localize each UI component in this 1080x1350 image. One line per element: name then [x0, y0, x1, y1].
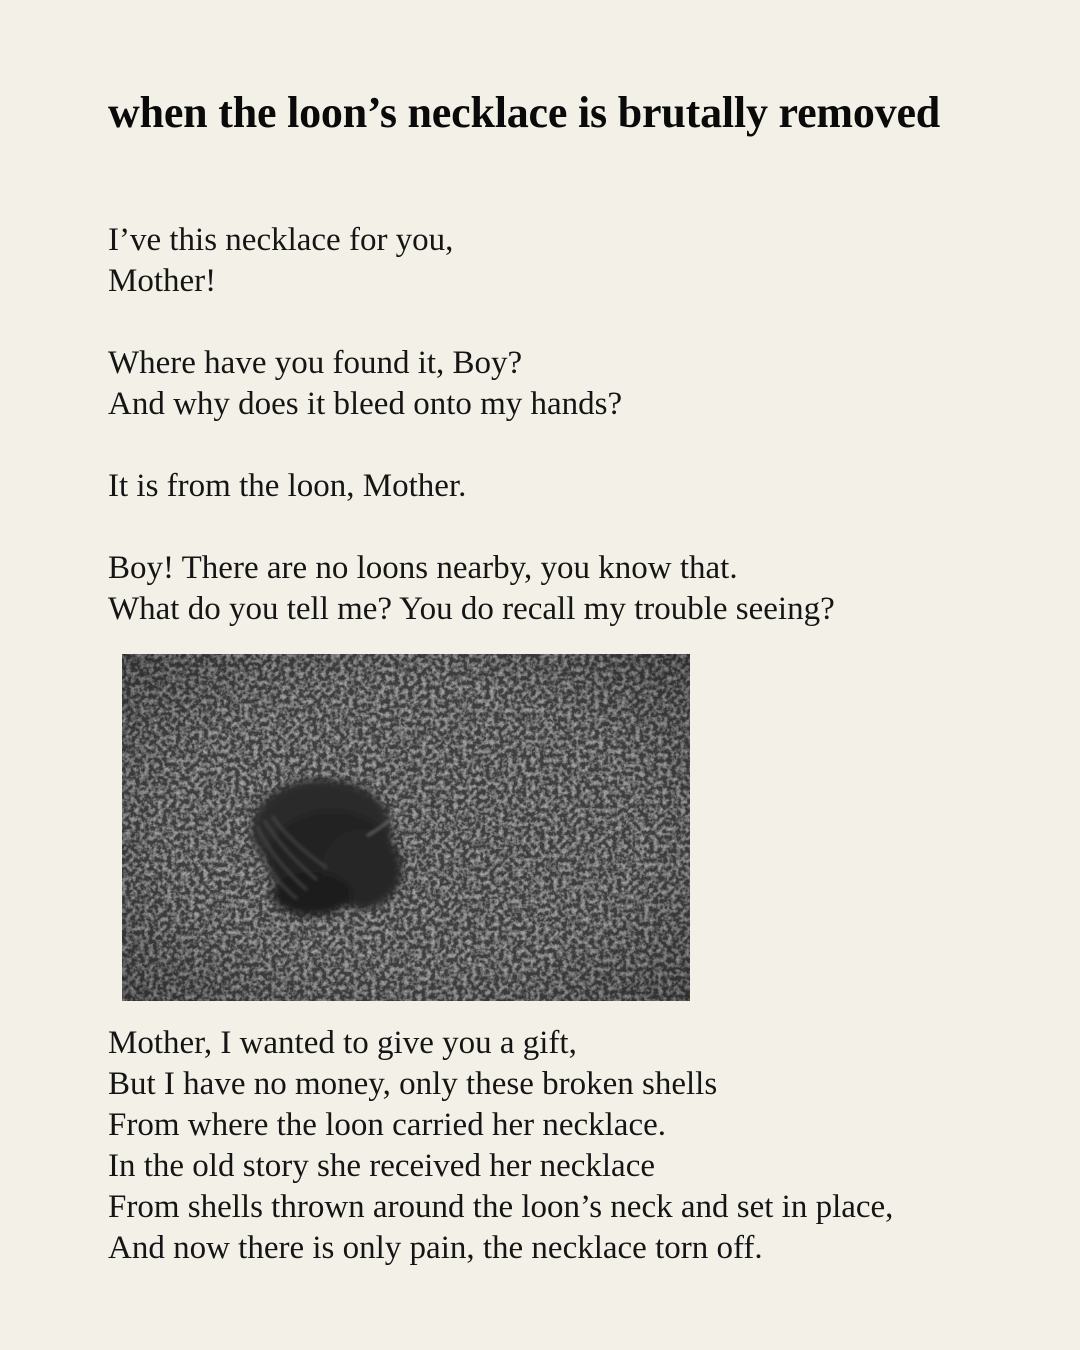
- poem-line: Mother!: [108, 263, 217, 299]
- poem-line: What do you tell me? You do recall my trouble seeing?: [108, 591, 835, 627]
- poem-line: But I have no money, only these broken shells: [108, 1066, 718, 1102]
- stanza-1: [108, 220, 453, 302]
- poem-line: From shells thrown around the loon’s neck and set in place,: [108, 1189, 894, 1225]
- stanza-5: [108, 1023, 893, 1269]
- dead-bird-on-asphalt-photo: [122, 654, 690, 1001]
- poem-line: In the old story she received her necklace: [108, 1148, 655, 1184]
- poem-line: It is from the loon, Mother.: [108, 468, 467, 504]
- poem-line: I’ve this necklace for you,: [108, 222, 454, 258]
- poem-line: And now there is only pain, the necklace torn off.: [108, 1230, 763, 1266]
- poem-line: From where the loon carried her necklace.: [108, 1107, 666, 1143]
- stanza-4: [108, 548, 835, 630]
- poem-title: when the loon’s necklace is brutally removed: [108, 88, 941, 137]
- poem-line: Boy! There are no loons nearby, you know that.: [108, 550, 738, 586]
- poem-line: And why does it bleed onto my hands?: [108, 386, 623, 422]
- poem-line: Mother, I wanted to give you a gift,: [108, 1025, 577, 1061]
- stanza-3: [108, 466, 466, 507]
- stanza-2: [108, 343, 622, 425]
- poem-line: Where have you found it, Boy?: [108, 345, 523, 381]
